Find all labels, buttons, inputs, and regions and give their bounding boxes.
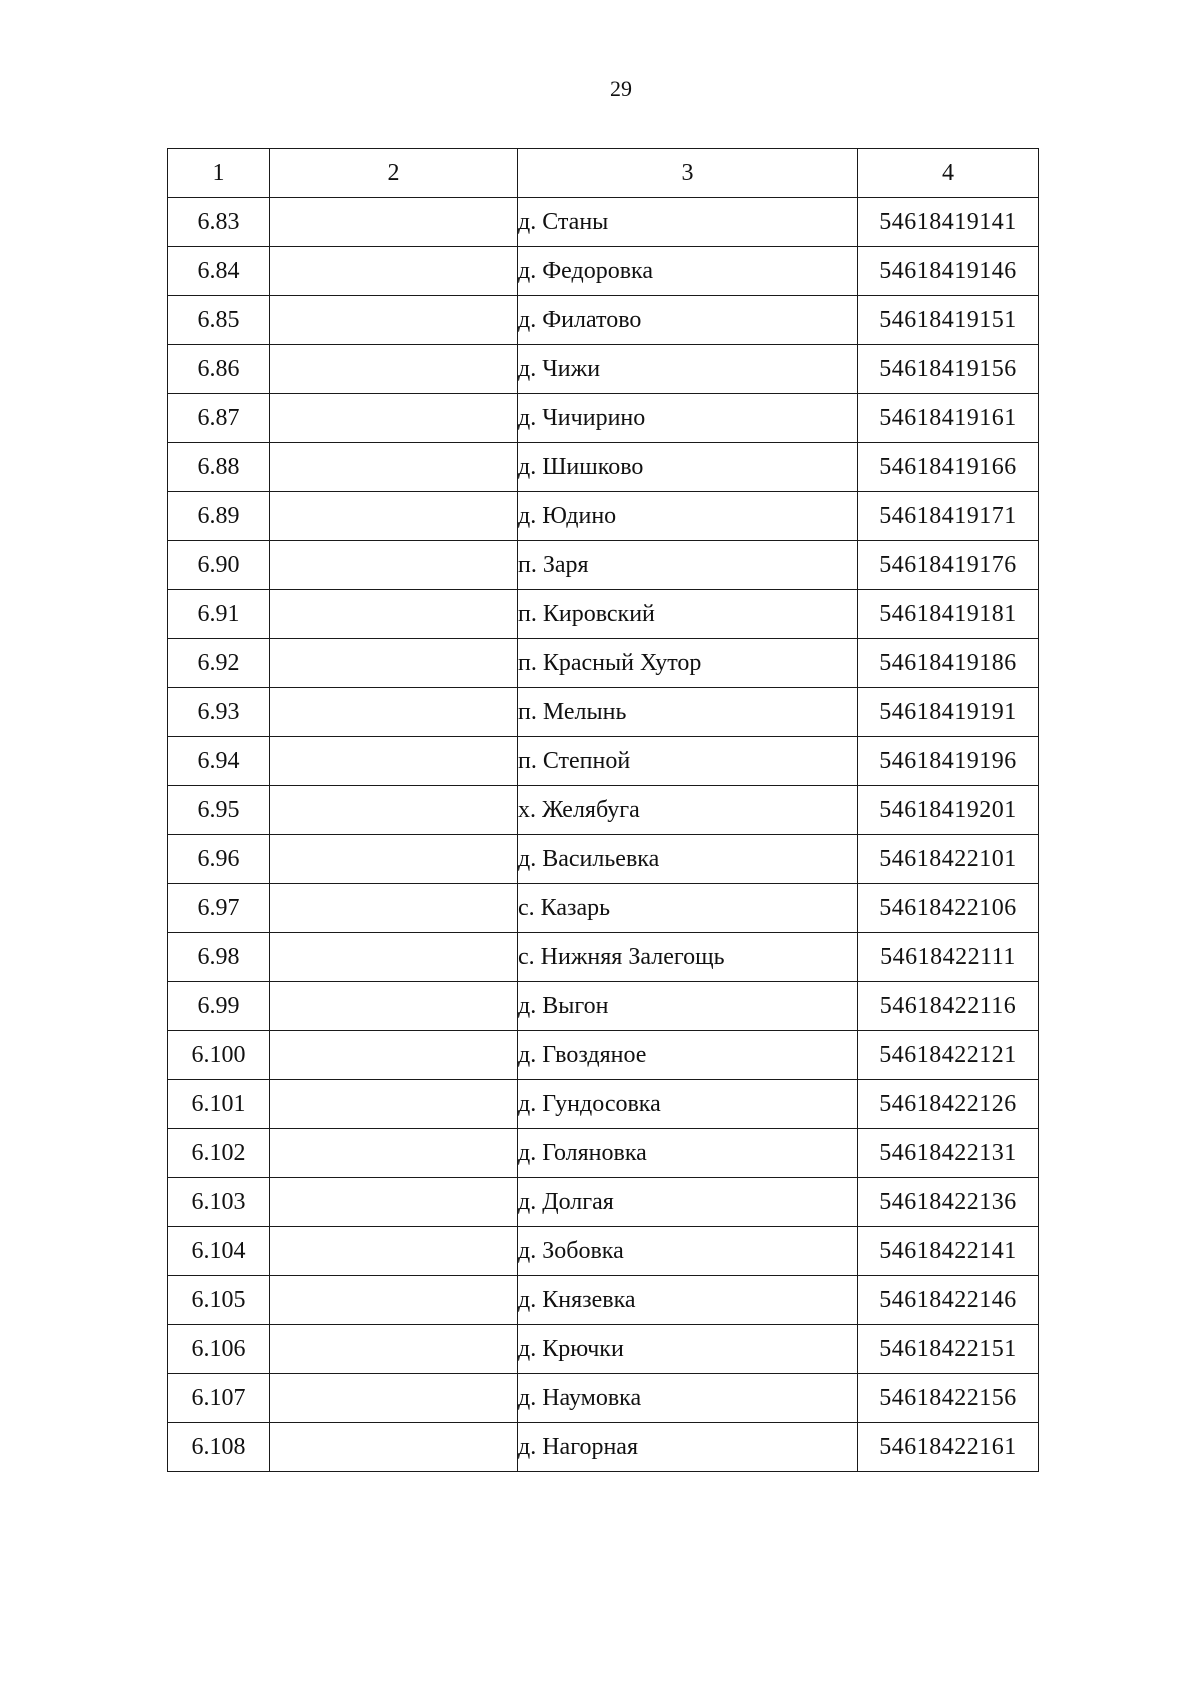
settlement-name-cell: д. Чичирино (518, 394, 858, 443)
row-number-cell: 6.96 (168, 835, 270, 884)
row-number-cell: 6.108 (168, 1423, 270, 1472)
settlement-name-cell: с. Казарь (518, 884, 858, 933)
table-row (168, 541, 1039, 590)
column-header-4: 4 (858, 149, 1039, 198)
empty-cell (270, 1031, 518, 1080)
table-row (168, 247, 1039, 296)
oktmo-code-cell: 54618422111 (858, 933, 1039, 982)
settlement-name-cell: п. Красный Хутор (518, 639, 858, 688)
settlement-name-cell: п. Заря (518, 541, 858, 590)
table-row (168, 933, 1039, 982)
empty-cell (270, 1276, 518, 1325)
row-number-cell: 6.100 (168, 1031, 270, 1080)
table-header-row (168, 149, 1039, 198)
row-number-cell: 6.87 (168, 394, 270, 443)
row-number-cell: 6.102 (168, 1129, 270, 1178)
oktmo-code-cell: 54618419191 (858, 688, 1039, 737)
oktmo-code-cell: 54618419146 (858, 247, 1039, 296)
row-number-cell: 6.85 (168, 296, 270, 345)
oktmo-code-cell: 54618419181 (858, 590, 1039, 639)
oktmo-code-cell: 54618422156 (858, 1374, 1039, 1423)
table-body (168, 198, 1039, 1472)
table-row (168, 1423, 1039, 1472)
settlement-name-cell: х. Желябуга (518, 786, 858, 835)
empty-cell (270, 982, 518, 1031)
oktmo-code-cell: 54618422101 (858, 835, 1039, 884)
empty-cell (270, 639, 518, 688)
empty-cell (270, 835, 518, 884)
settlement-name-cell: с. Нижняя Залегощь (518, 933, 858, 982)
row-number-cell: 6.105 (168, 1276, 270, 1325)
oktmo-code-cell: 54618422146 (858, 1276, 1039, 1325)
table-row (168, 1325, 1039, 1374)
oktmo-code-cell: 54618422116 (858, 982, 1039, 1031)
oktmo-code-cell: 54618419166 (858, 443, 1039, 492)
row-number-cell: 6.104 (168, 1227, 270, 1276)
table-row (168, 590, 1039, 639)
empty-cell (270, 737, 518, 786)
row-number-cell: 6.106 (168, 1325, 270, 1374)
row-number-cell: 6.88 (168, 443, 270, 492)
oktmo-code-cell: 54618419151 (858, 296, 1039, 345)
table-row (168, 1227, 1039, 1276)
settlement-name-cell: д. Зобовка (518, 1227, 858, 1276)
settlement-name-cell: д. Станы (518, 198, 858, 247)
settlement-name-cell: д. Наумовка (518, 1374, 858, 1423)
table-row (168, 982, 1039, 1031)
oktmo-code-cell: 54618419201 (858, 786, 1039, 835)
table-row (168, 1276, 1039, 1325)
settlement-name-cell: д. Долгая (518, 1178, 858, 1227)
row-number-cell: 6.93 (168, 688, 270, 737)
empty-cell (270, 1374, 518, 1423)
table-row (168, 688, 1039, 737)
row-number-cell: 6.89 (168, 492, 270, 541)
row-number-cell: 6.91 (168, 590, 270, 639)
oktmo-code-cell: 54618419141 (858, 198, 1039, 247)
oktmo-code-cell: 54618422121 (858, 1031, 1039, 1080)
empty-cell (270, 1129, 518, 1178)
empty-cell (270, 590, 518, 639)
settlement-name-cell: д. Гвоздяное (518, 1031, 858, 1080)
oktmo-code-cell: 54618419186 (858, 639, 1039, 688)
settlement-table (167, 148, 1039, 1472)
settlement-name-cell: д. Юдино (518, 492, 858, 541)
empty-cell (270, 884, 518, 933)
row-number-cell: 6.107 (168, 1374, 270, 1423)
row-number-cell: 6.83 (168, 198, 270, 247)
row-number-cell: 6.101 (168, 1080, 270, 1129)
row-number-cell: 6.92 (168, 639, 270, 688)
settlement-name-cell: д. Филатово (518, 296, 858, 345)
table-row (168, 394, 1039, 443)
empty-cell (270, 688, 518, 737)
empty-cell (270, 541, 518, 590)
oktmo-code-cell: 54618419156 (858, 345, 1039, 394)
page-number: 29 (610, 76, 632, 101)
settlement-name-cell: д. Чижи (518, 345, 858, 394)
table-row (168, 492, 1039, 541)
empty-cell (270, 1178, 518, 1227)
row-number-cell: 6.86 (168, 345, 270, 394)
empty-cell (270, 247, 518, 296)
settlement-name-cell: п. Степной (518, 737, 858, 786)
table-row (168, 835, 1039, 884)
settlement-name-cell: д. Нагорная (518, 1423, 858, 1472)
empty-cell (270, 443, 518, 492)
oktmo-code-cell: 54618422126 (858, 1080, 1039, 1129)
oktmo-code-cell: 54618419161 (858, 394, 1039, 443)
empty-cell (270, 1227, 518, 1276)
settlement-name-cell: д. Федоровка (518, 247, 858, 296)
settlement-name-cell: д. Крючки (518, 1325, 858, 1374)
table-row (168, 198, 1039, 247)
table-row (168, 1374, 1039, 1423)
settlement-name-cell: д. Васильевка (518, 835, 858, 884)
settlement-name-cell: п. Кировский (518, 590, 858, 639)
oktmo-code-cell: 54618422161 (858, 1423, 1039, 1472)
empty-cell (270, 1325, 518, 1374)
row-number-cell: 6.103 (168, 1178, 270, 1227)
row-number-cell: 6.95 (168, 786, 270, 835)
table-row (168, 296, 1039, 345)
settlement-name-cell: д. Гундосовка (518, 1080, 858, 1129)
empty-cell (270, 492, 518, 541)
table-row (168, 443, 1039, 492)
row-number-cell: 6.94 (168, 737, 270, 786)
column-header-3: 3 (518, 149, 858, 198)
oktmo-code-cell: 54618422106 (858, 884, 1039, 933)
empty-cell (270, 394, 518, 443)
oktmo-code-cell: 54618422151 (858, 1325, 1039, 1374)
empty-cell (270, 1080, 518, 1129)
table-row (168, 1080, 1039, 1129)
table-row (168, 786, 1039, 835)
settlement-name-cell: д. Шишково (518, 443, 858, 492)
column-header-1: 1 (168, 149, 270, 198)
settlement-name-cell: п. Мелынь (518, 688, 858, 737)
settlement-name-cell: д. Выгон (518, 982, 858, 1031)
row-number-cell: 6.99 (168, 982, 270, 1031)
table-row (168, 639, 1039, 688)
row-number-cell: 6.90 (168, 541, 270, 590)
settlement-name-cell: д. Князевка (518, 1276, 858, 1325)
oktmo-code-cell: 54618422131 (858, 1129, 1039, 1178)
oktmo-code-cell: 54618422136 (858, 1178, 1039, 1227)
empty-cell (270, 786, 518, 835)
empty-cell (270, 296, 518, 345)
oktmo-code-cell: 54618419176 (858, 541, 1039, 590)
row-number-cell: 6.97 (168, 884, 270, 933)
oktmo-code-cell: 54618419171 (858, 492, 1039, 541)
column-header-2: 2 (270, 149, 518, 198)
table-row (168, 345, 1039, 394)
table-row (168, 1129, 1039, 1178)
row-number-cell: 6.98 (168, 933, 270, 982)
settlement-name-cell: д. Голяновка (518, 1129, 858, 1178)
row-number-cell: 6.84 (168, 247, 270, 296)
empty-cell (270, 933, 518, 982)
oktmo-code-cell: 54618422141 (858, 1227, 1039, 1276)
table-row (168, 1178, 1039, 1227)
table-row (168, 1031, 1039, 1080)
empty-cell (270, 345, 518, 394)
table-row (168, 737, 1039, 786)
empty-cell (270, 198, 518, 247)
table-row (168, 884, 1039, 933)
oktmo-code-cell: 54618419196 (858, 737, 1039, 786)
empty-cell (270, 1423, 518, 1472)
